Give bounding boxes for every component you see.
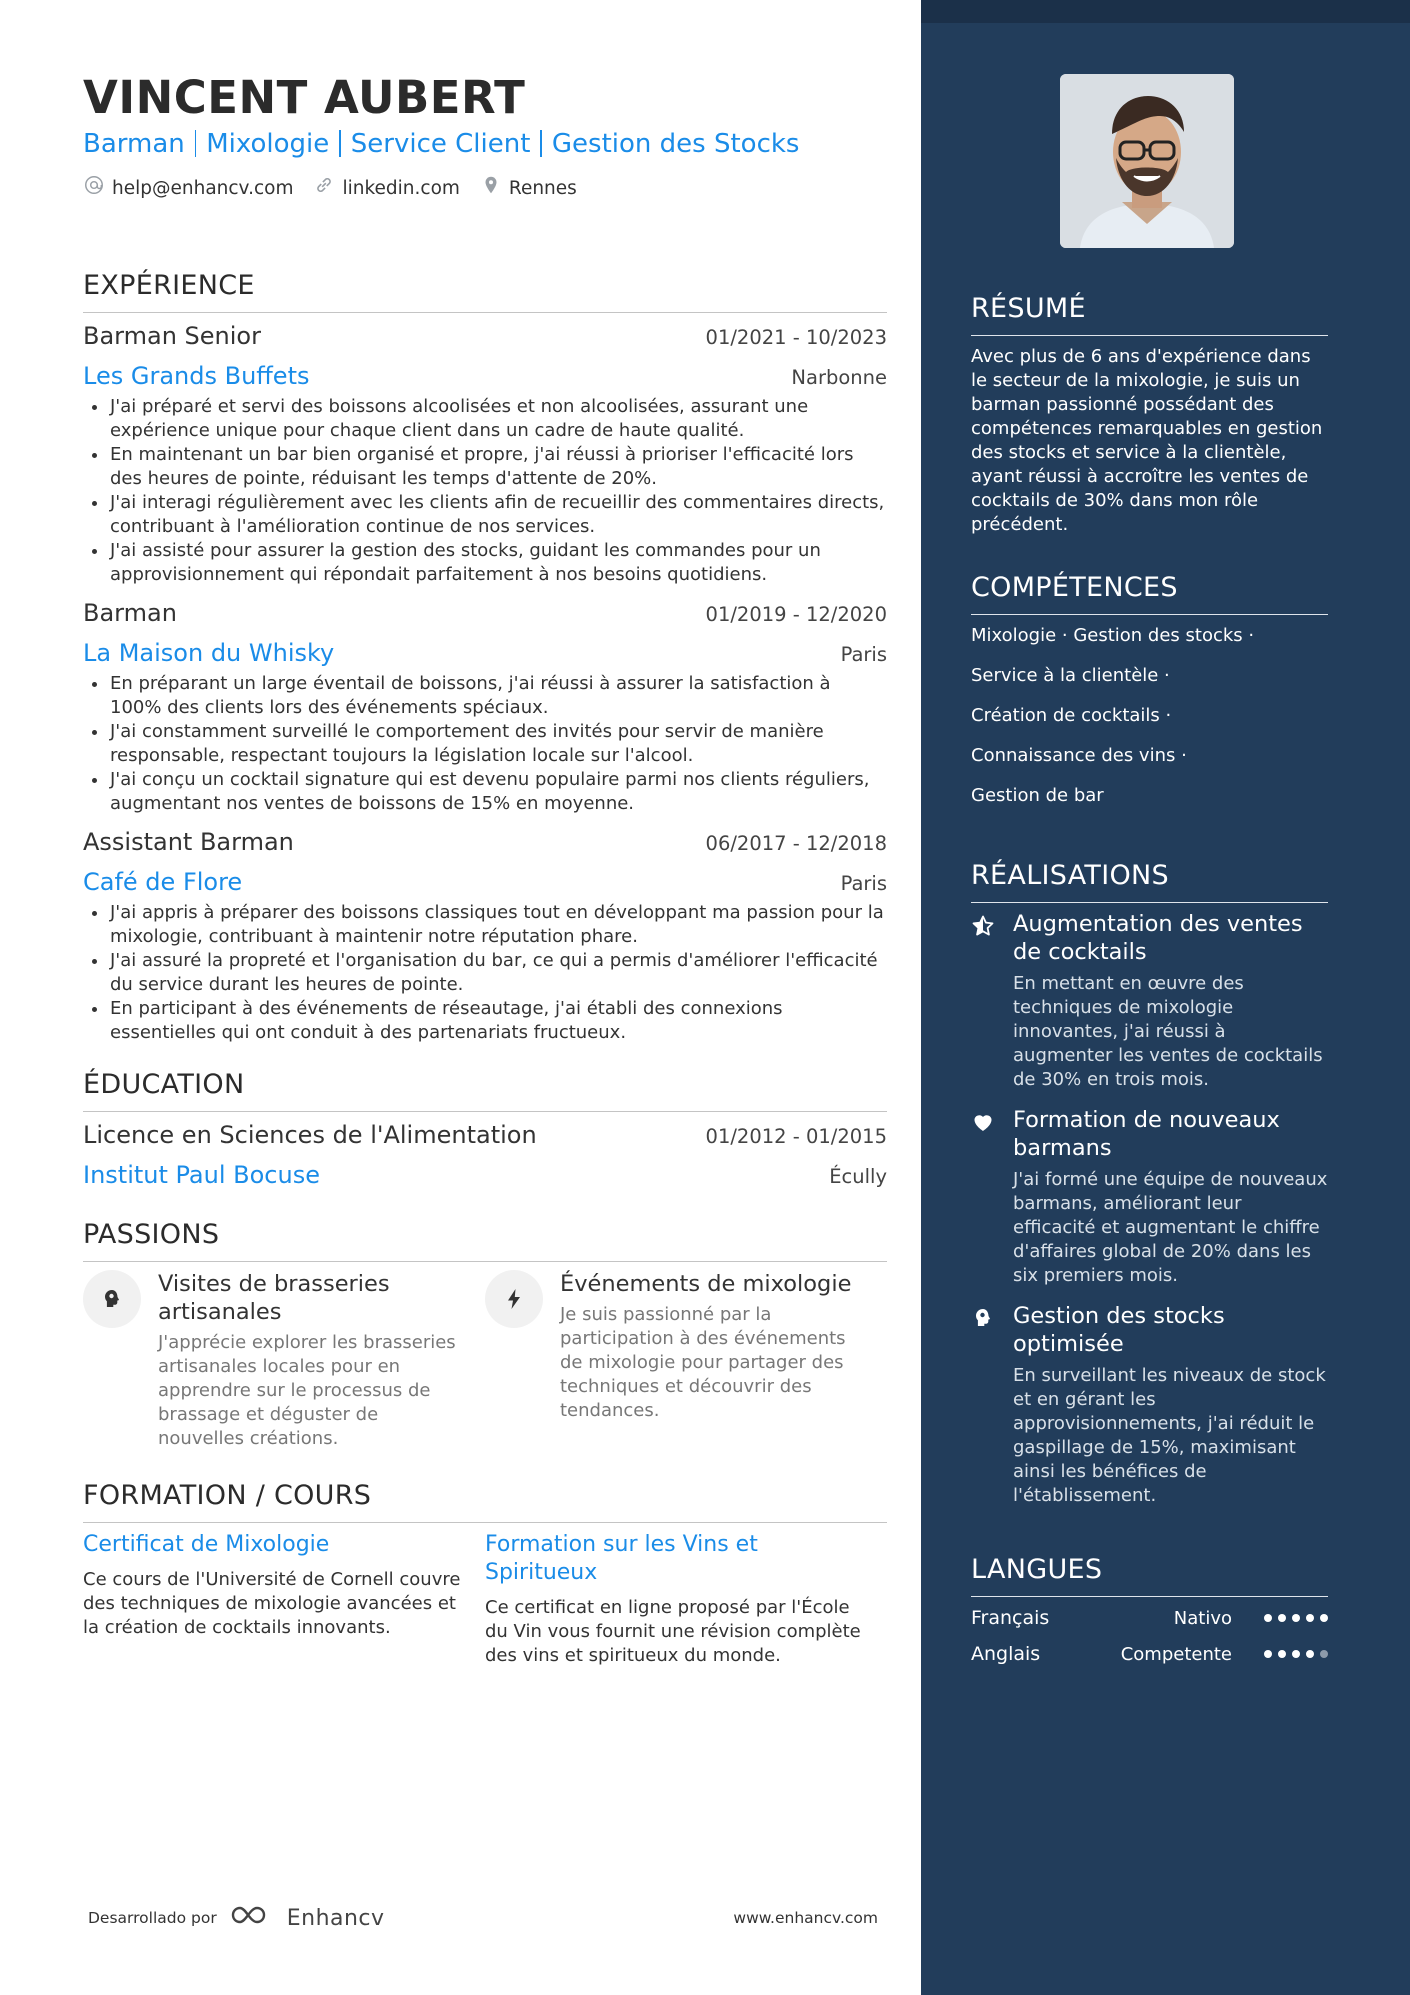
candidate-name: VINCENT AUBERT xyxy=(83,71,526,124)
headline-item: Service Client xyxy=(350,129,531,159)
language-rating xyxy=(1264,1650,1328,1658)
experience-entry xyxy=(83,827,887,1045)
achievement-title: Formation de nouveaux barmans xyxy=(1013,1107,1280,1161)
bullet-item: J'ai assisté pour assurer la gestion des stocks, guidant les commandes pour un approvisionnement qui répondait parfaitement à nos besoins quotidiens. xyxy=(83,539,887,587)
experience-entry xyxy=(83,598,887,816)
section-title: ÉDUCATION xyxy=(83,1068,887,1112)
section-title: RÉALISATIONS xyxy=(971,859,1328,903)
job-location: Paris xyxy=(840,643,887,666)
course-description: Ce certificat en ligne proposé par l'École du Vin vous fournit une révision complète des vins et spiritueux du monde. xyxy=(485,1597,861,1666)
bullet-list xyxy=(83,395,887,587)
powered-by xyxy=(88,1903,385,1933)
bullet-list xyxy=(83,901,887,1045)
company-name[interactable]: Café de Flore xyxy=(83,868,243,896)
company-name[interactable]: Les Grands Buffets xyxy=(83,362,310,390)
achievement-item xyxy=(971,1302,1328,1508)
section-title: COMPÉTENCES xyxy=(971,571,1328,615)
school-location: Écully xyxy=(829,1165,887,1188)
brand-name: Enhancv xyxy=(286,1905,385,1931)
linkedin-text: linkedin.com xyxy=(342,177,460,199)
job-title: Barman xyxy=(83,599,177,627)
job-dates: 01/2019 - 12/2020 xyxy=(705,603,887,626)
education-dates: 01/2012 - 01/2015 xyxy=(705,1125,887,1148)
summary-section xyxy=(971,292,1328,537)
languages-section xyxy=(971,1553,1328,1665)
course-description: Ce cours de l'Université de Cornell couvre des techniques de mixologie avancées et la création de cocktails innovants. xyxy=(83,1569,461,1638)
rating-dot-filled xyxy=(1278,1650,1286,1658)
job-location: Paris xyxy=(840,872,887,895)
rating-dot-filled xyxy=(1264,1614,1272,1622)
course-item xyxy=(83,1531,485,1668)
at-icon xyxy=(83,174,105,203)
passion-title: Visites de brasseries artisanales xyxy=(158,1271,390,1325)
location-text: Rennes xyxy=(508,177,577,199)
rating-dot-filled xyxy=(1306,1650,1314,1658)
language-name: Anglais xyxy=(971,1643,1041,1665)
linkedin-contact[interactable] xyxy=(313,174,459,203)
headline-separator xyxy=(540,130,542,157)
lightning-icon xyxy=(485,1270,543,1328)
bullet-item: J'ai appris à préparer des boissons classiques tout en développant ma passion pour la mixologie, contribuant à maintenir notre réputation phare. xyxy=(83,901,887,949)
powered-by-label: Desarrollado por xyxy=(88,1909,217,1927)
brand-logo[interactable] xyxy=(229,1903,385,1933)
heart-icon xyxy=(971,1106,997,1288)
achievement-title: Augmentation des ventes de cocktails xyxy=(1013,911,1303,965)
rating-dot-filled xyxy=(1292,1614,1300,1622)
degree-title: Licence en Sciences de l'Alimentation xyxy=(83,1121,537,1149)
contact-bar xyxy=(83,174,887,203)
bullet-item: J'ai interagi régulièrement avec les clients afin de recueillir des commentaires directs, contribuant à l'amélioration continue de nos services. xyxy=(83,491,887,539)
rating-dot-filled xyxy=(1264,1650,1272,1658)
language-item xyxy=(971,1643,1328,1665)
bullet-item: J'ai préparé et servi des boissons alcoolisées et non alcoolisées, assurant une expérience unique pour chaque client dans un cadre de haute qualité. xyxy=(83,395,887,443)
course-title[interactable]: Formation sur les Vins et Spiritueux xyxy=(485,1532,758,1585)
skills-section xyxy=(971,571,1328,808)
summary-text: Avec plus de 6 ans d'expérience dans le secteur de la mixologie, je suis un barman passionné possédant des compétences remarquables en gestion des stocks et service à la clientèle, ayant réussi à accroître les ventes de cocktails de 30% dans mon rôle précédent. xyxy=(971,346,1323,535)
rating-dot-filled xyxy=(1292,1650,1300,1658)
achievement-item xyxy=(971,910,1328,1092)
job-location: Narbonne xyxy=(791,366,887,389)
section-title: EXPÉRIENCE xyxy=(83,269,887,313)
main-column xyxy=(83,72,887,1668)
bullet-item: J'ai assuré la propreté et l'organisation du bar, ce qui a permis d'améliorer l'efficacité du service durant les heures de pointe. xyxy=(83,949,887,997)
language-level: Competente xyxy=(1120,1643,1232,1665)
bullet-item: J'ai constamment surveillé le comportement des invités pour servir de manière responsable, respectant toujours la législation locale sur l'alcool. xyxy=(83,720,887,768)
skill-row: Gestion de bar xyxy=(971,785,1104,806)
location-contact xyxy=(480,174,577,203)
footer xyxy=(88,1903,878,1933)
course-item xyxy=(485,1531,887,1668)
rating-dot-empty xyxy=(1320,1650,1328,1658)
email-contact[interactable] xyxy=(83,174,293,203)
passion-description: Je suis passionné par la participation à des événements de mixologie pour partager des techniques et découvrir des tendances. xyxy=(560,1304,846,1421)
achievements-section xyxy=(971,859,1328,1508)
skill-row: Service à la clientèle · xyxy=(971,665,1170,686)
brain-head-icon xyxy=(971,1302,997,1508)
section-title: LANGUES xyxy=(971,1553,1328,1597)
headline-separator xyxy=(339,130,341,157)
school-name[interactable]: Institut Paul Bocuse xyxy=(83,1161,320,1189)
passion-description: J'apprécie explorer les brasseries artisanales locales pour en apprendre sur le processus de brassage et déguster de nouvelles créations. xyxy=(158,1332,456,1449)
headline-item: Barman xyxy=(83,129,185,159)
brain-head-icon xyxy=(83,1270,141,1328)
skill-row: Mixologie · Gestion des stocks · xyxy=(971,625,1255,646)
language-level: Nativo xyxy=(1173,1607,1232,1629)
passions-list xyxy=(83,1270,887,1451)
infinity-logo-icon xyxy=(229,1903,277,1933)
bullet-list xyxy=(83,672,887,816)
passion-title: Événements de mixologie xyxy=(560,1271,852,1297)
headline xyxy=(83,128,887,160)
sidebar xyxy=(921,0,1410,1995)
headline-item: Gestion des Stocks xyxy=(551,129,800,159)
rating-dot-filled xyxy=(1278,1614,1286,1622)
section-title: FORMATION / COURS xyxy=(83,1479,887,1523)
link-icon xyxy=(313,174,335,203)
language-name: Français xyxy=(971,1607,1050,1629)
language-item xyxy=(971,1607,1328,1629)
bullet-item: En participant à des événements de réseautage, j'ai établi des connexions essentielles qui ont conduit à des partenariats fructueux. xyxy=(83,997,887,1045)
job-dates: 01/2021 - 10/2023 xyxy=(705,326,887,349)
bullet-item: En préparant un large éventail de boissons, j'ai réussi à assurer la satisfaction à 100% des clients lors des événements spéciaux. xyxy=(83,672,887,720)
location-pin-icon xyxy=(480,174,502,203)
achievement-title: Gestion des stocks optimisée xyxy=(1013,1303,1225,1357)
experience-entry xyxy=(83,321,887,587)
achievement-description: En mettant en œuvre des techniques de mixologie innovantes, j'ai réussi à augmenter les ventes de cocktails de 30% en trois mois. xyxy=(1013,973,1323,1090)
company-name[interactable]: La Maison du Whisky xyxy=(83,639,335,667)
education-section xyxy=(83,1068,887,1190)
passions-section xyxy=(83,1218,887,1451)
profile-photo xyxy=(1060,74,1234,248)
job-dates: 06/2017 - 12/2018 xyxy=(705,832,887,855)
section-title: RÉSUMÉ xyxy=(971,292,1328,336)
rating-dot-filled xyxy=(1306,1614,1314,1622)
skill-row: Création de cocktails · xyxy=(971,705,1172,726)
passion-item xyxy=(83,1270,485,1451)
rating-dot-filled xyxy=(1320,1614,1328,1622)
headline-item: Mixologie xyxy=(206,129,330,159)
course-title[interactable]: Certificat de Mixologie xyxy=(83,1532,330,1557)
bullet-item: En maintenant un bar bien organisé et propre, j'ai réussi à prioriser l'efficacité lors des heures de pointe, réduisant les temps d'attente de 20%. xyxy=(83,443,887,491)
experience-section xyxy=(83,269,887,1045)
email-text: help@enhancv.com xyxy=(112,177,294,199)
bullet-item: J'ai conçu un cocktail signature qui est devenu populaire parmi nos clients réguliers, augmentant nos ventes de boissons de 15% en moyenne. xyxy=(83,768,887,816)
job-title: Assistant Barman xyxy=(83,828,294,856)
passion-item xyxy=(485,1270,887,1451)
courses-list xyxy=(83,1531,887,1668)
achievement-item xyxy=(971,1106,1328,1288)
section-title: PASSIONS xyxy=(83,1218,887,1262)
website-link[interactable]: www.enhancv.com xyxy=(733,1909,878,1927)
headline-separator xyxy=(195,130,197,157)
star-icon xyxy=(971,910,997,1092)
job-title: Barman Senior xyxy=(83,322,261,350)
skill-row: Connaissance des vins · xyxy=(971,745,1187,766)
courses-section xyxy=(83,1479,887,1668)
achievement-description: J'ai formé une équipe de nouveaux barmans, améliorant leur efficacité et augmentant le chiffre d'affaires global de 20% dans les six premiers mois. xyxy=(1013,1169,1328,1286)
language-rating xyxy=(1264,1614,1328,1622)
achievement-description: En surveillant les niveaux de stock et en gérant les approvisionnements, j'ai réduit le gaspillage de 15%, maximisant ainsi les bénéfices de l'établissement. xyxy=(1013,1365,1326,1506)
sidebar-top-bar xyxy=(921,0,1410,23)
